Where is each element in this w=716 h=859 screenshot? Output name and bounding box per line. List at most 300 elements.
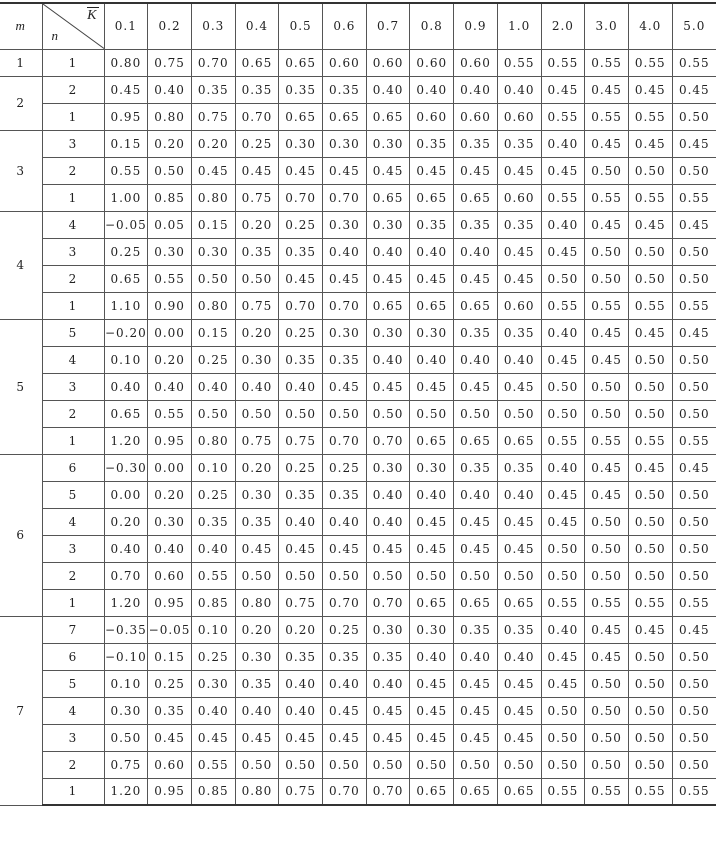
value-cell: 0.45 [191,724,235,751]
value-cell: 0.50 [585,724,629,751]
value-cell: −0.30 [104,454,148,481]
value-cell: 0.20 [235,616,279,643]
value-cell: −0.05 [148,616,192,643]
value-cell: 0.55 [585,103,629,130]
value-cell: 0.75 [104,751,148,778]
value-cell: 0.45 [323,373,367,400]
n-cell: 4 [42,211,104,238]
value-cell: 0.45 [410,508,454,535]
n-cell: 4 [42,697,104,724]
value-cell: 0.10 [104,346,148,373]
table-row [0,292,716,319]
value-cell: 0.70 [323,589,367,616]
value-cell: 0.85 [191,589,235,616]
value-cell: 0.45 [585,319,629,346]
value-cell: 0.45 [541,670,585,697]
value-cell: 0.55 [497,49,541,76]
value-cell: 0.60 [454,103,498,130]
value-cell: 0.45 [454,724,498,751]
value-cell: 0.50 [628,481,672,508]
value-cell: 0.35 [410,130,454,157]
value-cell: 0.45 [279,265,323,292]
value-cell: 0.50 [672,697,716,724]
value-cell: 0.45 [366,265,410,292]
value-cell: 0.65 [366,292,410,319]
n-cell: 3 [42,724,104,751]
value-cell: 0.55 [541,778,585,805]
value-cell: 0.45 [235,724,279,751]
value-cell: 0.60 [148,751,192,778]
value-cell: 0.55 [585,184,629,211]
table-row [0,535,716,562]
m-header: m [0,3,42,49]
value-cell: 0.40 [541,319,585,346]
value-cell: 0.35 [323,76,367,103]
value-cell: 0.70 [323,292,367,319]
value-cell: 0.20 [148,130,192,157]
k-value-header: 0.8 [410,3,454,49]
value-cell: 0.60 [497,103,541,130]
value-cell: 0.60 [366,49,410,76]
n-cell: 2 [42,157,104,184]
value-cell: 0.50 [541,373,585,400]
value-cell: 0.40 [454,643,498,670]
m-cell: 4 [0,211,42,319]
value-cell: 0.25 [279,319,323,346]
value-cell: 0.45 [628,454,672,481]
value-cell: 0.50 [585,535,629,562]
value-cell: 0.50 [235,751,279,778]
value-cell: 0.50 [585,697,629,724]
value-cell: 0.75 [279,778,323,805]
k-value-header: 0.2 [148,3,192,49]
value-cell: 0.35 [191,508,235,535]
value-cell: 0.50 [541,724,585,751]
value-cell: 0.50 [279,400,323,427]
n-cell: 1 [42,427,104,454]
value-cell: 0.40 [497,643,541,670]
value-cell: 0.35 [279,346,323,373]
n-cell: 2 [42,751,104,778]
value-cell: 0.35 [279,238,323,265]
k-value-header: 5.0 [672,3,716,49]
value-cell: 0.45 [235,157,279,184]
value-cell: 0.30 [235,346,279,373]
value-cell: 0.50 [323,562,367,589]
n-cell: 2 [42,76,104,103]
value-cell: 0.50 [628,724,672,751]
value-cell: 0.65 [366,184,410,211]
k-value-header: 0.7 [366,3,410,49]
value-cell: 0.30 [366,454,410,481]
value-cell: 0.45 [672,211,716,238]
value-cell: 0.05 [148,211,192,238]
table-row [0,346,716,373]
value-cell: 0.65 [279,49,323,76]
value-cell: 0.50 [628,535,672,562]
value-cell: 1.00 [104,184,148,211]
value-cell: 0.45 [541,481,585,508]
value-cell: −0.05 [104,211,148,238]
n-cell: 2 [42,562,104,589]
value-cell: 0.55 [628,778,672,805]
value-cell: 0.50 [672,643,716,670]
value-cell: 0.35 [279,643,323,670]
value-cell: 0.45 [585,454,629,481]
m-cell: 5 [0,319,42,454]
table-row [0,697,716,724]
value-cell: 0.65 [454,778,498,805]
value-cell: 0.50 [541,751,585,778]
value-cell: 0.10 [104,670,148,697]
value-cell: 0.75 [235,184,279,211]
value-cell: 0.35 [191,76,235,103]
value-cell: 0.65 [235,49,279,76]
table-row [0,265,716,292]
value-cell: 0.50 [672,400,716,427]
value-cell: 0.50 [628,670,672,697]
value-cell: 0.50 [628,265,672,292]
value-cell: 0.45 [497,670,541,697]
value-cell: 0.80 [191,427,235,454]
value-cell: 0.80 [191,292,235,319]
m-cell: 2 [0,76,42,130]
value-cell: 0.55 [628,427,672,454]
value-cell: 0.20 [235,454,279,481]
value-cell: 0.65 [104,400,148,427]
table-row [0,373,716,400]
n-cell: 3 [42,373,104,400]
value-cell: 0.40 [279,508,323,535]
value-cell: 0.45 [366,373,410,400]
value-cell: 0.45 [672,616,716,643]
value-cell: 0.75 [279,589,323,616]
value-cell: 0.45 [497,724,541,751]
value-cell: 0.65 [454,427,498,454]
value-cell: 0.45 [628,211,672,238]
n-cell: 1 [42,778,104,805]
coefficient-table [0,2,716,806]
value-cell: 0.40 [541,616,585,643]
value-cell: 0.45 [410,670,454,697]
n-cell: 5 [42,319,104,346]
table-row [0,481,716,508]
value-cell: 0.45 [410,697,454,724]
value-cell: 0.35 [497,454,541,481]
value-cell: 0.70 [366,427,410,454]
value-cell: 0.45 [454,265,498,292]
value-cell: 0.50 [541,400,585,427]
value-cell: 0.40 [541,130,585,157]
value-cell: 0.15 [148,643,192,670]
header-row [0,3,716,49]
value-cell: 0.60 [323,49,367,76]
value-cell: 0.55 [672,184,716,211]
value-cell: 0.55 [628,49,672,76]
value-cell: 0.40 [410,346,454,373]
value-cell: 0.45 [541,508,585,535]
table-row [0,49,716,76]
value-cell: 0.30 [235,481,279,508]
value-cell: 0.35 [148,697,192,724]
value-cell: 0.30 [148,238,192,265]
value-cell: 0.65 [410,589,454,616]
value-cell: 0.45 [366,157,410,184]
value-cell: 0.20 [235,319,279,346]
value-cell: 0.55 [104,157,148,184]
n-cell: 3 [42,238,104,265]
value-cell: 0.40 [366,508,410,535]
value-cell: 0.50 [366,400,410,427]
value-cell: 0.55 [541,49,585,76]
value-cell: 0.40 [279,373,323,400]
value-cell: 0.65 [104,265,148,292]
n-cell: 4 [42,508,104,535]
value-cell: 0.35 [410,211,454,238]
value-cell: 0.50 [323,400,367,427]
value-cell: 0.50 [628,562,672,589]
value-cell: 0.45 [541,643,585,670]
value-cell: 0.40 [366,481,410,508]
value-cell: 0.50 [497,751,541,778]
value-cell: 0.45 [497,373,541,400]
value-cell: 0.45 [585,643,629,670]
k-value-header: 2.0 [541,3,585,49]
n-cell: 4 [42,346,104,373]
value-cell: 0.30 [191,670,235,697]
value-cell: 0.30 [104,697,148,724]
value-cell: 0.50 [672,103,716,130]
value-cell: 0.50 [410,400,454,427]
value-cell: 0.70 [279,184,323,211]
value-cell: 0.50 [585,562,629,589]
table-body [0,49,716,805]
value-cell: 0.50 [672,751,716,778]
value-cell: 0.95 [148,427,192,454]
k-value-header: 4.0 [628,3,672,49]
value-cell: 0.50 [541,697,585,724]
m-cell: 1 [0,49,42,76]
value-cell: 0.45 [454,373,498,400]
value-cell: 0.70 [366,778,410,805]
table-row [0,427,716,454]
value-cell: 0.40 [410,643,454,670]
value-cell: 0.50 [454,562,498,589]
value-cell: 0.65 [410,184,454,211]
value-cell: 0.40 [235,697,279,724]
value-cell: 0.80 [148,103,192,130]
k-value-header: 0.5 [279,3,323,49]
value-cell: 0.75 [235,427,279,454]
value-cell: 0.50 [672,562,716,589]
value-cell: 0.45 [672,319,716,346]
value-cell: 0.55 [541,589,585,616]
value-cell: 0.45 [497,508,541,535]
n-cell: 1 [42,49,104,76]
value-cell: 0.40 [366,238,410,265]
value-cell: 0.70 [323,778,367,805]
table-row [0,319,716,346]
value-cell: 0.30 [410,454,454,481]
value-cell: 0.40 [541,454,585,481]
value-cell: 0.70 [191,49,235,76]
value-cell: 0.80 [235,589,279,616]
value-cell: 0.25 [191,643,235,670]
value-cell: 0.65 [323,103,367,130]
value-cell: 0.40 [366,670,410,697]
n-cell: 3 [42,130,104,157]
value-cell: 0.30 [366,130,410,157]
value-cell: 0.55 [628,589,672,616]
value-cell: 0.35 [279,481,323,508]
value-cell: 0.45 [672,454,716,481]
value-cell: 0.50 [585,400,629,427]
value-cell: 0.00 [148,319,192,346]
value-cell: 0.55 [191,562,235,589]
value-cell: 0.50 [454,400,498,427]
n-cell: 1 [42,589,104,616]
value-cell: 0.25 [148,670,192,697]
value-cell: 0.30 [366,211,410,238]
value-cell: 0.65 [366,103,410,130]
value-cell: 0.80 [104,49,148,76]
value-cell: 0.40 [148,373,192,400]
value-cell: 0.85 [148,184,192,211]
value-cell: 0.45 [279,157,323,184]
value-cell: 0.45 [672,76,716,103]
value-cell: 0.40 [148,76,192,103]
value-cell: 0.35 [454,454,498,481]
value-cell: 0.45 [410,265,454,292]
table-row [0,103,716,130]
table-row [0,778,716,805]
value-cell: 0.45 [541,157,585,184]
value-cell: 0.50 [672,481,716,508]
value-cell: 0.40 [497,346,541,373]
value-cell: 0.35 [497,211,541,238]
n-cell: 1 [42,184,104,211]
value-cell: 0.50 [279,751,323,778]
table-row [0,751,716,778]
value-cell: 0.25 [279,454,323,481]
n-header: n [51,27,59,43]
value-cell: 0.55 [585,49,629,76]
value-cell: 0.45 [454,697,498,724]
value-cell: 0.50 [279,562,323,589]
k-value-header: 0.4 [235,3,279,49]
value-cell: 0.35 [366,643,410,670]
value-cell: 0.45 [148,724,192,751]
value-cell: 0.30 [323,211,367,238]
value-cell: 0.70 [323,427,367,454]
value-cell: 0.20 [148,346,192,373]
value-cell: 0.25 [235,130,279,157]
value-cell: 0.50 [191,265,235,292]
value-cell: 0.65 [454,292,498,319]
value-cell: 0.55 [148,265,192,292]
table-row [0,562,716,589]
value-cell: 0.50 [585,670,629,697]
table-row [0,400,716,427]
value-cell: 0.45 [323,724,367,751]
value-cell: 0.25 [323,454,367,481]
value-cell: 0.95 [148,778,192,805]
value-cell: 0.60 [497,292,541,319]
value-cell: 0.55 [148,400,192,427]
value-cell: 0.50 [148,157,192,184]
n-cell: 5 [42,481,104,508]
value-cell: 0.35 [323,481,367,508]
value-cell: 0.40 [410,481,454,508]
value-cell: 0.50 [235,562,279,589]
value-cell: 0.50 [104,724,148,751]
value-cell: 0.50 [628,157,672,184]
m-cell: 7 [0,616,42,805]
value-cell: 0.20 [191,130,235,157]
value-cell: 0.50 [672,265,716,292]
value-cell: 0.50 [497,400,541,427]
value-cell: 0.45 [585,211,629,238]
value-cell: 0.25 [279,211,323,238]
value-cell: 0.55 [672,427,716,454]
value-cell: 0.45 [585,76,629,103]
value-cell: 0.25 [191,481,235,508]
value-cell: 0.45 [585,346,629,373]
value-cell: 0.40 [104,535,148,562]
value-cell: 0.80 [235,778,279,805]
value-cell: 0.50 [672,373,716,400]
value-cell: 0.55 [585,778,629,805]
table-row [0,724,716,751]
value-cell: 0.40 [323,508,367,535]
value-cell: 0.70 [323,184,367,211]
value-cell: 0.40 [541,211,585,238]
value-cell: 0.45 [672,130,716,157]
value-cell: 0.35 [454,319,498,346]
value-cell: 1.20 [104,427,148,454]
value-cell: 0.50 [410,751,454,778]
value-cell: 0.45 [366,724,410,751]
value-cell: 0.80 [191,184,235,211]
value-cell: 0.50 [672,670,716,697]
value-cell: 0.20 [235,211,279,238]
corner-header [42,3,104,49]
value-cell: 0.40 [104,373,148,400]
value-cell: 0.35 [497,616,541,643]
value-cell: 0.00 [104,481,148,508]
value-cell: 0.50 [628,400,672,427]
value-cell: 0.20 [279,616,323,643]
value-cell: 0.50 [628,697,672,724]
value-cell: 0.35 [497,130,541,157]
value-cell: 0.50 [628,643,672,670]
value-cell: 0.50 [235,265,279,292]
value-cell: 0.45 [628,616,672,643]
value-cell: 0.65 [497,589,541,616]
value-cell: 0.10 [191,454,235,481]
value-cell: 0.55 [628,103,672,130]
m-cell: 6 [0,454,42,616]
value-cell: 0.45 [323,535,367,562]
value-cell: 0.30 [191,238,235,265]
value-cell: 0.50 [672,157,716,184]
value-cell: 0.35 [454,211,498,238]
value-cell: 0.40 [323,238,367,265]
value-cell: 0.45 [541,76,585,103]
value-cell: 0.45 [191,157,235,184]
value-cell: 0.70 [279,292,323,319]
value-cell: 0.45 [497,697,541,724]
